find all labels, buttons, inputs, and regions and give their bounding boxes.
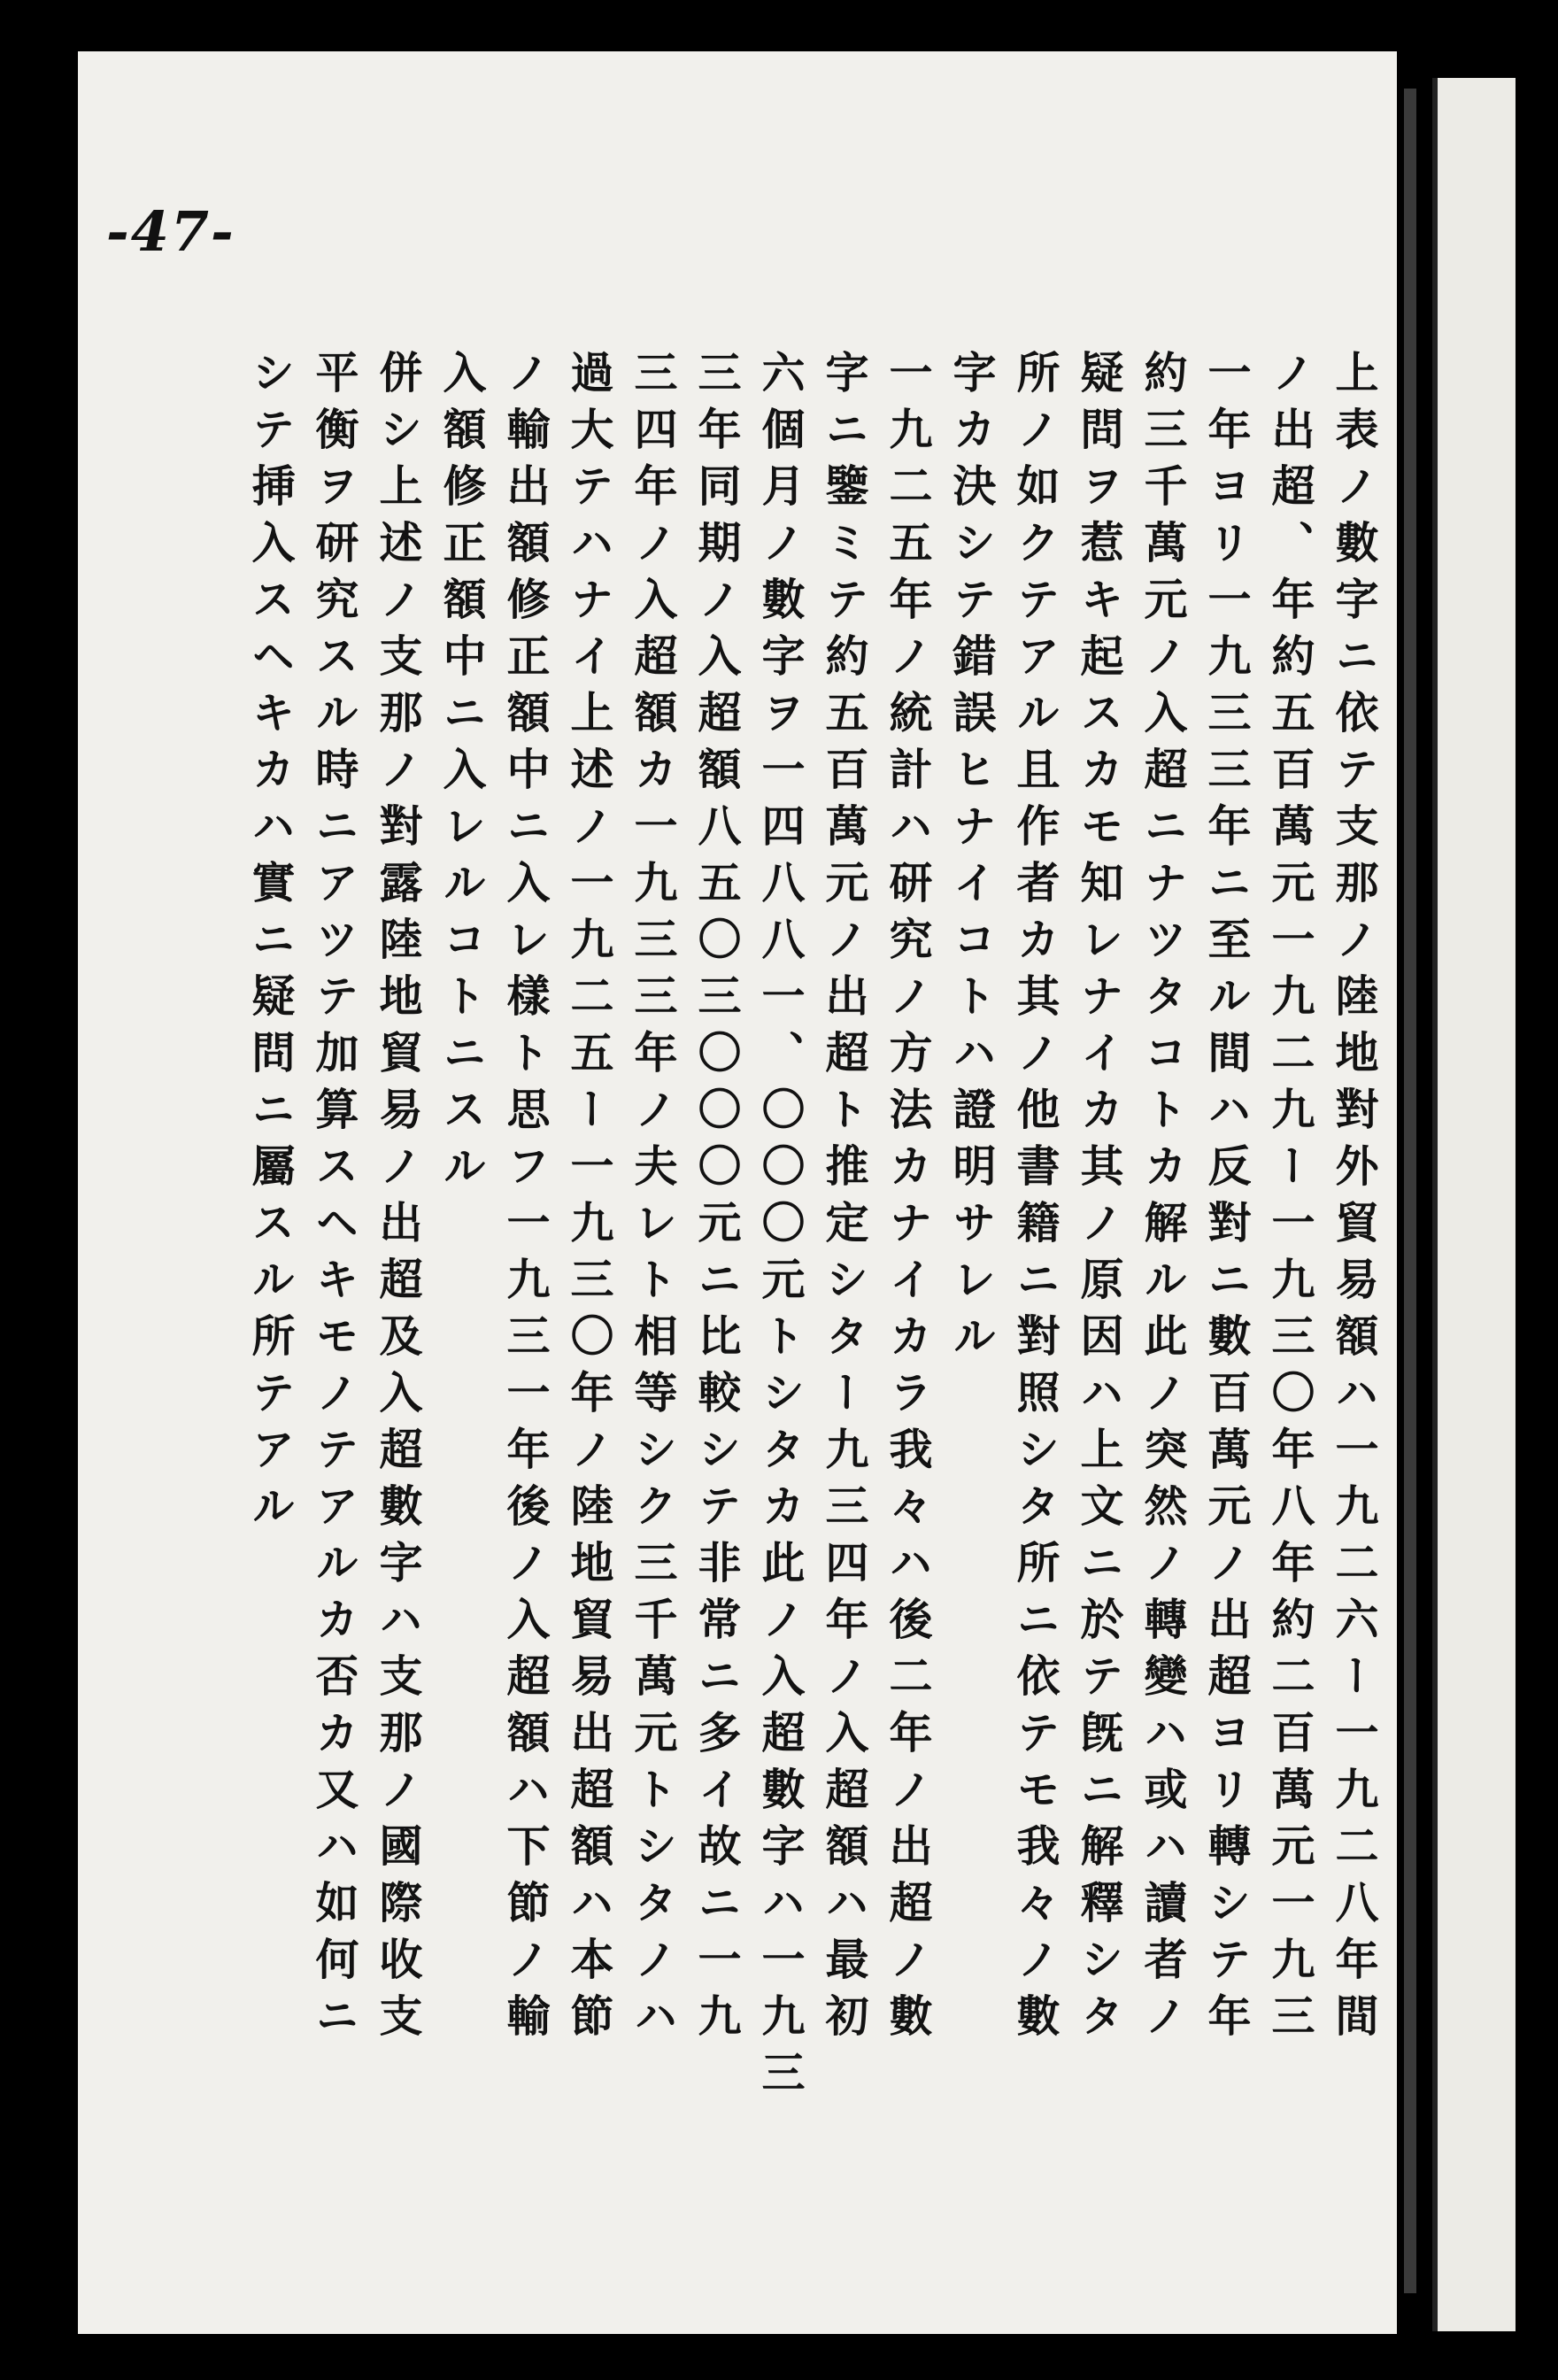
text-column-16: 併シ上述ノ支那ノ對露陸地貿易ノ出超及入超數字ハ支那ノ國際收支: [373, 350, 424, 2050]
text-column-8: 一九二五年ノ統計ハ研究ノ方法カナイカラ我々ハ後二年ノ出超ノ數: [883, 350, 934, 2050]
facing-page-edge: [1432, 78, 1516, 2331]
text-column-4: 約三千萬元ノ入超ニナツタコトカ解ル此ノ突然ノ轉變ハ或ハ讀者ノ: [1138, 350, 1189, 2050]
text-column-9: 字ニ鑒ミテ約五百萬元ノ出超ト推定シター九三四年ノ入超額ハ最初: [819, 350, 870, 2050]
text-column-11: 三年同期ノ入超額八五〇三〇〇〇元ニ比較シテ非常ニ多イ故ニ一九: [691, 350, 743, 2050]
text-column-2: ノ出超、年約五百萬元一九二九ー一九三〇年八年約二百萬元一九三: [1265, 350, 1316, 2050]
text-column-7: 字カ決シテ錯誤ヒナイコトハ證明サレル: [946, 350, 998, 1370]
text-column-14: ノ輸出額修正額中ニ入レ樣ト思フ一九三一年後ノ入超額ハ下節ノ輸: [500, 350, 551, 2050]
text-column-13: 過大テハナイ上述ノ一九二五ー一九三〇年ノ陸地貿易出超額ハ本節: [564, 350, 615, 2050]
text-column-10: 六個月ノ數字ヲ一四八八一、〇〇〇元トシタカ此ノ入超數字ハ一九三: [755, 350, 806, 2106]
book-spine: [1404, 89, 1416, 2293]
text-column-3: 一年ヨリ一九三三年ニ至ル間ハ反對ニ數百萬元ノ出超ヨリ轉シテ年: [1201, 350, 1253, 2050]
text-column-12: 三四年ノ入超額カ一九三三年ノ夫レト相等シク三千萬元トシタノハ: [628, 350, 679, 2050]
text-column-1: 上表ノ數字ニ依テ支那ノ陸地對外貿易額ハ一九二六ー一九二八年間: [1329, 350, 1380, 2050]
text-column-6: 所ノ如クテアル且作者カ其ノ他書籍ニ對照シタ所ニ依テモ我々ノ數: [1010, 350, 1061, 2050]
text-column-17: 平衡ヲ研究スル時ニアツテ加算スヘキモノテアルカ否カ又ハ如何ニ: [309, 350, 360, 2050]
text-column-5: 疑問ヲ惹キ起スカモ知レナイカ其ノ原因ハ上文ニ於テ旣ニ解釋シタ: [1074, 350, 1125, 2050]
text-column-18: シテ挿入スヘキカハ實ニ疑問ニ屬スル所テアル: [245, 350, 297, 1540]
text-column-15: 入額修正額中ニ入レルコトニスル: [436, 350, 488, 1200]
vertical-text-block: [159, 350, 1381, 2156]
page-number: -47-: [106, 199, 235, 264]
